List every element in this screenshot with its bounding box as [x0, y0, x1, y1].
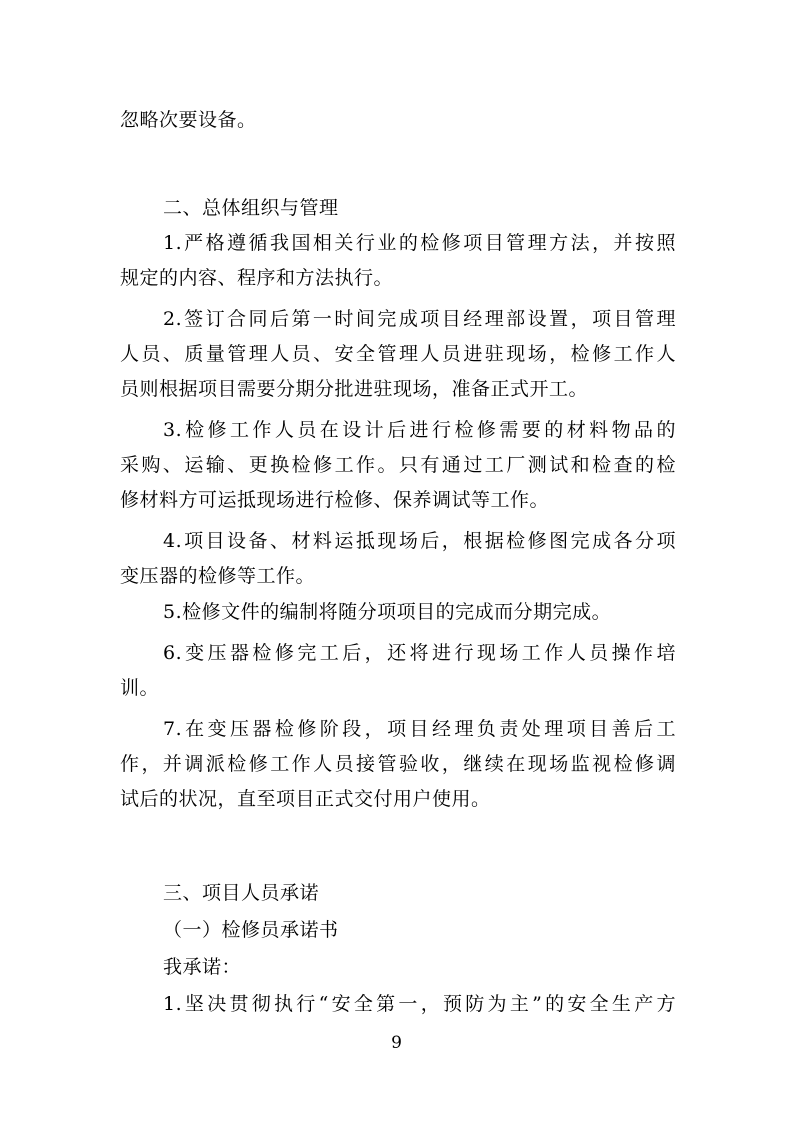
text-line: 员则根据项目需要分期分批进驻现场，准备正式开工。	[120, 378, 589, 400]
section-heading: 三、项目人员承诺	[163, 882, 320, 904]
text-line: 训。	[120, 677, 160, 699]
text-line: 3.检修工作人员在设计后进行检修需要的材料物品的	[163, 419, 676, 441]
text-line: 变压器的检修等工作。	[120, 565, 316, 587]
section-heading: 二、总体组织与管理	[163, 197, 339, 219]
subsection-heading: （一）检修员承诺书	[163, 919, 339, 941]
text-line: 2.签订合同后第一时间完成项目经理部设置，项目管理	[163, 308, 676, 330]
text-line: 忽略次要设备。	[120, 109, 257, 131]
text-line: 修材料方可运抵现场进行检修、保养调试等工作。	[120, 489, 550, 511]
text-line: 人员、质量管理人员、安全管理人员进驻现场，检修工作人	[120, 343, 676, 365]
page-number: 9	[391, 1033, 402, 1053]
text-line: 采购、运输、更换检修工作。只有通过工厂测试和检查的检	[120, 454, 676, 476]
text-line: 我承诺：	[163, 956, 242, 978]
text-line: 作，并调派检修工作人员接管验收，继续在现场监视检修调	[120, 753, 676, 775]
text-line: 规定的内容、程序和方法执行。	[120, 267, 394, 289]
text-line: 5.检修文件的编制将随分项项目的完成而分期完成。	[163, 601, 612, 623]
text-line: 1.严格遵循我国相关行业的检修项目管理方法，并按照	[163, 232, 676, 254]
text-line: 6.变压器检修完工后，还将进行现场工作人员操作培	[163, 642, 676, 664]
text-line: 试后的状况，直至项目正式交付用户使用。	[120, 788, 491, 810]
text-line: 1.坚决贯彻执行“安全第一，预防为主”的安全生产方	[163, 993, 676, 1015]
text-line: 7.在变压器检修阶段，项目经理负责处理项目善后工	[163, 718, 676, 740]
text-line: 4.项目设备、材料运抵现场后，根据检修图完成各分项	[163, 530, 676, 552]
